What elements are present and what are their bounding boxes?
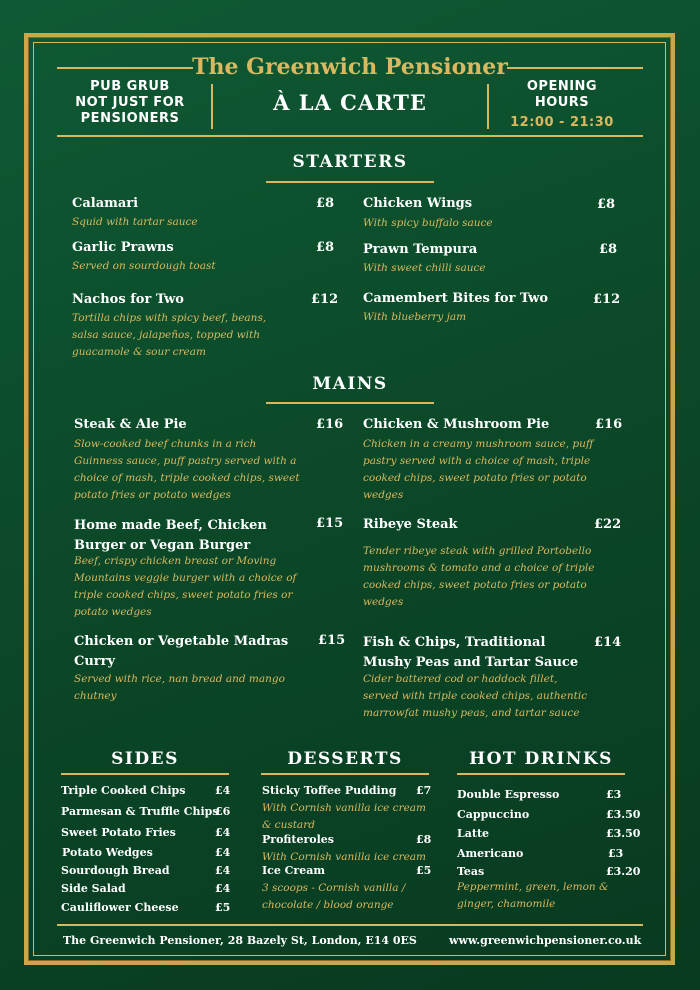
drink-price-5: £3.20: [606, 865, 641, 878]
sides-underline: [61, 773, 229, 775]
desc-prawn-tempura: With sweet chilli sauce: [363, 262, 486, 274]
desc-steak-ale-pie: Slow-cooked beef chunks in a rich Guinness sauce, puff pastry served with a choice of mash, triple cooked chips, sweet potato fries or potato wedges: [74, 438, 300, 501]
side-item-4: Potato Wedges: [62, 846, 153, 859]
drink-price-2: £3.50: [606, 808, 641, 821]
dessert-desc-1: With Cornish vanilla ice cream & custard: [262, 802, 427, 831]
desc-chicken-mushroom-pie: Chicken in a creamy mushroom sauce, puff pastry served with a choice of mash, triple cooked chips, sweet potato fries or potato wedges: [363, 438, 594, 501]
dessert-desc-2: With Cornish vanilla ice cream: [262, 851, 427, 863]
item-fish-chips: Fish & Chips, Traditional Mushy Peas and Tartar Sauce: [363, 635, 579, 670]
dessert-price-3: £5: [416, 864, 432, 877]
dessert-price-1: £7: [416, 784, 432, 797]
opening-hours: 12:00 - 21:30: [510, 115, 614, 130]
header-divider-right: [487, 84, 489, 129]
desc-burger: Beef, crispy chicken breast or Moving Mountains veggie burger with a choice of triple cooked chips, sweet potato fries or potato wedges: [74, 555, 297, 618]
mains-underline: [266, 402, 434, 404]
desc-camembert: With blueberry jam: [363, 311, 467, 323]
drink-price-4: £3: [608, 847, 624, 860]
tagline-line-2: NOT JUST FOR: [75, 95, 185, 110]
price-steak-ale-pie: £16: [316, 417, 344, 432]
opening-label-2: HOURS: [534, 95, 590, 110]
drink-item-4: Americano: [457, 847, 524, 860]
desc-fish-chips: Cider battered cod or haddock fillet, served with triple cooked chips, authentic marrowfat mushy peas, and tartar sauce: [363, 673, 588, 719]
price-madras-curry: £15: [318, 633, 346, 648]
drink-item-1: Double Espresso: [457, 788, 560, 801]
menu-title: À LA CARTE: [273, 90, 427, 115]
side-item-6: Side Salad: [61, 882, 126, 895]
item-camembert: Camembert Bites for Two: [363, 291, 549, 306]
price-fish-chips: £14: [594, 635, 622, 650]
item-ribeye-steak: Ribeye Steak: [363, 517, 458, 532]
footer-website[interactable]: www.greenwichpensioner.co.uk: [449, 934, 642, 947]
side-item-3: Sweet Potato Fries: [61, 826, 176, 839]
desserts-underline: [261, 773, 429, 775]
hot-drinks-underline: [457, 773, 625, 775]
item-calamari: Calamari: [72, 196, 139, 211]
dessert-item-1: Sticky Toffee Pudding: [262, 784, 397, 797]
drink-item-2: Cappuccino: [457, 808, 530, 821]
dessert-desc-3: 3 scoops - Cornish vanilla / chocolate / blood orange: [262, 882, 406, 911]
item-steak-ale-pie: Steak & Ale Pie: [74, 417, 187, 432]
price-camembert: £12: [593, 292, 621, 307]
drink-item-5: Teas: [457, 865, 485, 878]
side-item-1: Triple Cooked Chips: [61, 784, 186, 797]
drink-price-1: £3: [606, 788, 622, 801]
desc-nachos: Tortilla chips with spicy beef, beans, salsa sauce, jalapeños, topped with guacamole & sour cream: [72, 312, 267, 358]
opening-hours-block: [494, 79, 630, 131]
price-chicken-wings: £8: [597, 197, 616, 212]
price-garlic-prawns: £8: [316, 240, 335, 255]
dessert-item-3: Ice Cream: [262, 864, 325, 877]
teas-desc: Peppermint, green, lemon & ginger, chamomile: [457, 881, 609, 910]
side-price-5: £4: [215, 864, 231, 877]
header-bottom-rule: [57, 135, 643, 137]
hot-drinks-heading: HOT DRINKS: [469, 749, 613, 769]
sides-heading: SIDES: [111, 749, 179, 769]
item-nachos: Nachos for Two: [72, 292, 184, 307]
price-burger: £15: [316, 516, 344, 531]
side-item-7: Cauliflower Cheese: [61, 901, 179, 914]
item-madras-curry: Chicken or Vegetable Madras Curry: [74, 634, 289, 669]
dessert-item-2: Profiteroles: [262, 833, 334, 846]
side-price-6: £4: [215, 882, 231, 895]
tagline-line-3: PENSIONERS: [80, 111, 180, 126]
drink-item-3: Latte: [457, 827, 490, 840]
desc-calamari: Squid with tartar sauce: [72, 216, 198, 228]
side-price-4: £4: [215, 846, 231, 859]
pub-title: The Greenwich Pensioner: [192, 54, 508, 80]
mains-heading: MAINS: [312, 374, 388, 394]
item-chicken-wings: Chicken Wings: [363, 196, 473, 211]
starters-heading: STARTERS: [292, 152, 408, 172]
footer-rule: [57, 924, 643, 926]
side-price-2: £6: [215, 805, 231, 818]
side-item-2: Parmesan & Truffle Chips: [61, 805, 219, 818]
side-item-5: Sourdough Bread: [61, 864, 170, 877]
desc-chicken-wings: With spicy buffalo sauce: [363, 217, 493, 229]
price-ribeye-steak: £22: [594, 517, 622, 532]
item-chicken-mushroom-pie: Chicken & Mushroom Pie: [363, 417, 550, 432]
price-nachos: £12: [311, 292, 339, 307]
tagline-line-1: PUB GRUB: [90, 79, 170, 94]
item-burger: Home made Beef, Chicken Burger or Vegan Burger: [74, 518, 267, 553]
desc-ribeye-steak: Tender ribeye steak with grilled Portobello mushrooms & tomato and a choice of triple cooked chips, sweet potato fries or potato wedges: [363, 545, 595, 608]
price-calamari: £8: [316, 196, 335, 211]
price-prawn-tempura: £8: [599, 242, 618, 257]
side-price-7: £5: [215, 901, 231, 914]
desc-garlic-prawns: Served on sourdough toast: [72, 260, 216, 272]
desc-madras-curry: Served with rice, nan bread and mango chutney: [74, 673, 285, 702]
opening-label-1: OPENING: [526, 79, 598, 94]
dessert-price-2: £8: [416, 833, 432, 846]
desserts-heading: DESSERTS: [287, 749, 403, 769]
drink-price-3: £3.50: [606, 827, 641, 840]
starters-underline: [266, 181, 434, 183]
item-garlic-prawns: Garlic Prawns: [72, 240, 174, 255]
side-price-1: £4: [215, 784, 231, 797]
tagline: [62, 79, 198, 127]
footer-address: The Greenwich Pensioner, 28 Bazely St, London, E14 0ES: [63, 934, 417, 947]
price-chicken-mushroom-pie: £16: [595, 417, 623, 432]
side-price-3: £4: [215, 826, 231, 839]
item-prawn-tempura: Prawn Tempura: [363, 242, 478, 257]
